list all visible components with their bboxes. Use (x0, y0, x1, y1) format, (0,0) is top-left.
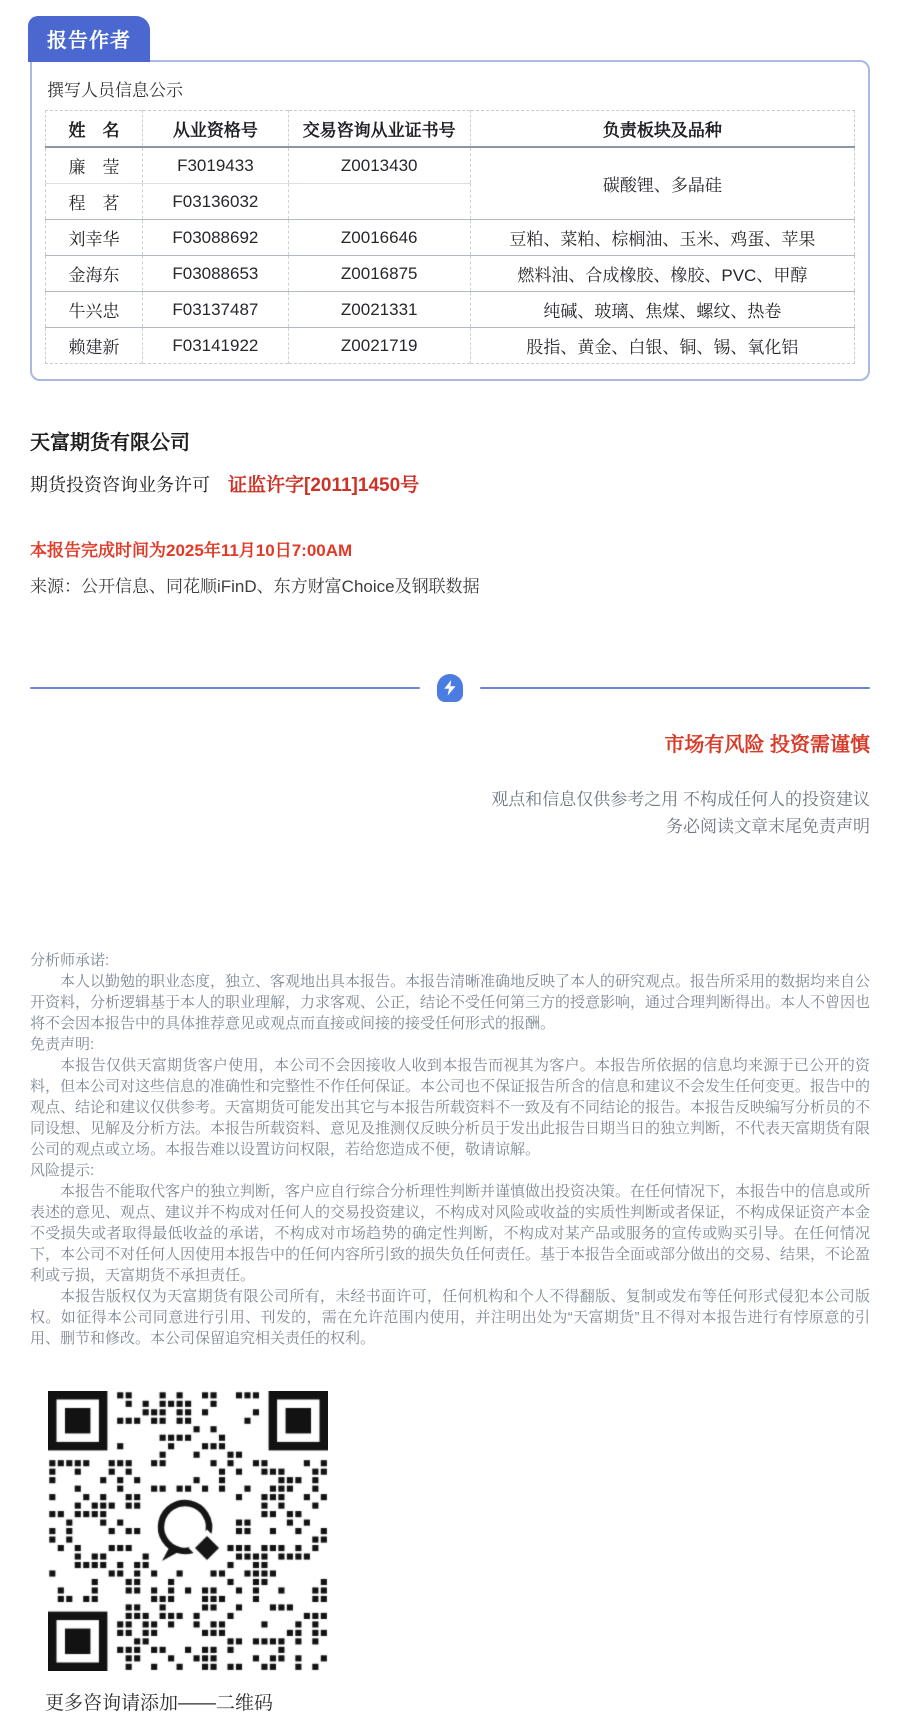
license-line (30, 470, 870, 497)
header-name: 姓 名 (46, 111, 143, 148)
author-sectors: 碳酸锂、多晶硅 (470, 147, 854, 220)
lightning-icon (437, 674, 463, 702)
author-name: 刘幸华 (68, 230, 120, 249)
analyst-commitment-body: 本人以勤勉的职业态度，独立、客观地出具本报告。本报告清晰准确地反映了本人的研究观点。报告所采用的数据均来自公开资料，分析逻辑基于本人的职业理解，力求客观、公正，结论不受任何第三方的授意影响，通过合理判断得出。本人不曾因也将不会因本报告中的具体推荐意见或观点而直接或间接的接受任何形式的报酬。 (30, 973, 871, 1032)
author-certificate: Z0016646 (288, 220, 470, 256)
section-tab-report-authors: 报告作者 (28, 16, 150, 62)
panel-caption: 撰写人员信息公示 (47, 81, 183, 100)
header-certificate: 交易咨询从业证书号 (288, 111, 470, 148)
authors-panel (30, 60, 870, 381)
qr-caption: 更多咨询请添加——二维码 (45, 1693, 274, 1714)
table-row (46, 328, 855, 364)
author-qualification: F03088653 (143, 256, 289, 292)
section-divider (30, 674, 870, 702)
author-name: 赖建新 (68, 338, 120, 357)
copyright-body: 本报告版权仅为天富期货有限公司所有，未经书面许可，任何机构和个人不得翻版、复制或发布等任何形式侵犯本公司版权。如征得本公司同意进行引用、刊发的，需在允许范围内使用，并注明出处为“天富期货”且不得对本报告进行有悖原意的引用、删节和修改。本公司保留追究相关责任的权利。 (30, 1288, 870, 1347)
author-name: 金海东 (68, 266, 120, 285)
table-row (46, 220, 855, 256)
author-certificate (288, 184, 470, 220)
disclaimer-title: 免责声明: (30, 1036, 95, 1053)
authors-table (45, 110, 855, 364)
author-certificate: Z0021719 (288, 328, 470, 364)
risk-advice-line2: 务必阅读文章末尾免责声明 (666, 817, 870, 836)
wechat-qr-code (48, 1391, 328, 1671)
disclaimer-body: 本报告仅供天富期货客户使用，本公司不会因接收人收到本报告而视其为客户。本报告所依据的信息均来源于已公开的资料，但本公司对这些信息的准确性和完整性不作任何保证。本公司也不保证报告所含的信息和建议不会发生任何变更。报告中的观点、结论和建议仅供参考。天富期货可能发出其它与本报告所载资料不一致及有不同结论的报告。本报告反映编写分析员的不同设想、见解及分析方法。本报告所载资料、意见及推测仅反映分析员于发出此报告日期当日的独立判断，不代表天富期货有限公司的观点或立场。本报告难以设置访问权限，若给您造成不便，敬请谅解。 (30, 1057, 871, 1158)
author-name: 程 茗 (68, 194, 120, 213)
risk-headline: 市场有风险 投资需谨慎 (664, 734, 870, 756)
header-qualification: 从业资格号 (143, 111, 289, 148)
author-name: 牛兴忠 (68, 302, 120, 321)
table-header-row (46, 111, 855, 148)
author-sectors: 纯碱、玻璃、焦煤、螺纹、热卷 (470, 292, 854, 328)
author-sectors: 燃料油、合成橡胶、橡胶、PVC、甲醇 (470, 256, 854, 292)
analyst-commitment-title: 分析师承诺: (30, 952, 110, 969)
qr-code-container (48, 1391, 900, 1671)
risk-advice (30, 786, 870, 840)
divider-line-right (480, 687, 870, 689)
divider-line-left (30, 687, 420, 689)
risk-advice-line1: 观点和信息仅供参考之用 不构成任何人的投资建议 (491, 790, 870, 809)
author-qualification: F03137487 (143, 292, 289, 328)
risk-notice-body: 本报告不能取代客户的独立判断，客户应自行综合分析理性判断并谨慎做出投资决策。在任何情况下，本报告中的信息或所表述的意见、观点、建议并不构成对任何人的交易投资建议，不构成对风险或收益的实质性判断或者保证，不构成保证资产本金不受损失或者取得最低收益的承诺，不构成对市场趋势的确定性判断，不构成对某产品或服务的宣传或购买引导。在任何情况下，本公司不对任何人因使用本报告中的任何内容所引致的损失负任何责任。基于本报告全面或部分做出的交易、结果，不论盈利或亏损，天富期货不承担责任。 (30, 1183, 871, 1284)
author-qualification: F03141922 (143, 328, 289, 364)
author-certificate: Z0021331 (288, 292, 470, 328)
author-sectors: 豆粕、菜粕、棕榈油、玉米、鸡蛋、苹果 (470, 220, 854, 256)
author-certificate: Z0016875 (288, 256, 470, 292)
disclaimer-block (30, 950, 870, 1349)
header-sectors: 负责板块及品种 (470, 111, 854, 148)
license-label: 期货投资咨询业务许可 (30, 475, 210, 495)
license-number: 证监许字[2011]1450号 (228, 475, 420, 496)
author-certificate: Z0013430 (288, 147, 470, 184)
company-name: 天富期货有限公司 (30, 432, 190, 454)
author-qualification: F3019433 (143, 147, 289, 184)
author-qualification: F03088692 (143, 220, 289, 256)
risk-notice-title: 风险提示: (30, 1162, 95, 1179)
data-sources: 来源：公开信息、同花顺iFinD、东方财富Choice及钢联数据 (30, 577, 480, 596)
table-row (46, 256, 855, 292)
table-row (46, 147, 855, 184)
report-completed-time: 本报告完成时间为2025年11月10日7:00AM (30, 541, 353, 560)
author-name: 廉 莹 (68, 158, 120, 177)
table-row (46, 292, 855, 328)
author-sectors: 股指、黄金、白银、铜、锡、氧化铝 (470, 328, 854, 364)
author-qualification: F03136032 (143, 184, 289, 220)
